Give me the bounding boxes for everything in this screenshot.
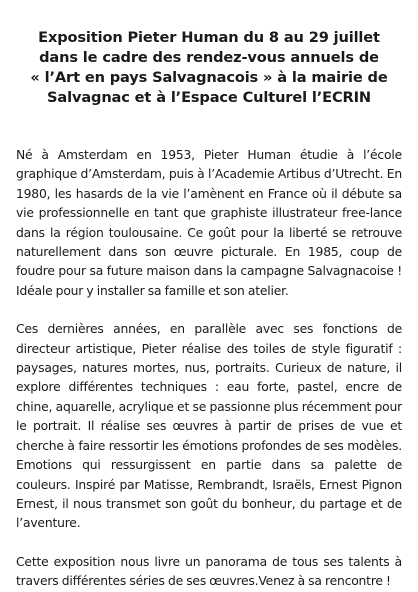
title-line-4: Salvagnac et à l’Espace Culturel l’ECRIN: [47, 89, 371, 106]
paragraph-artistic-work: Ces dernières années, en parallèle avec ses fonctions de directeur artistique, Pieter réalise des toiles de style figuratif : paysages, natures mortes, nus, portraits. Curieux de nature, il explore différentes techniques : eau forte, pastel, encre de chine, aquarelle, acrylique et se passionne plus récemment pour le portrait. Il réalise ses œuvres à partir de prises de vue et cherche à faire ressortir les émotions profondes de ses modèles. Emotions qui ressurgissent en partie dans sa palette de couleurs. Inspiré par Matisse, Rembrandt, Israëls, Ernest Pignon Ernest, il nous transmet son goût du bonheur, du partage et de l’aventure.: [16, 322, 402, 531]
paragraph-biography: Né à Amsterdam en 1953, Pieter Human étudie à l’école graphique d’Amsterdam, puis à l’Academie Artibus d’Utrecht. En 1980, les hasards de la vie l’amènent en France où il débute sa vie professionnelle en tant que graphiste illustrateur free-lance dans la région toulousaine. Ce goût pour la liberté se retrouve naturellement dans son œuvre picturale. En 1985, coup de foudre pour sa future maison dans la campagne Salvagnacoise ! Idéale pour y installer sa famille et son atelier.: [16, 148, 402, 298]
article-title: [16, 0, 402, 108]
title-line-2: dans le cadre des rendez-vous annuels de: [39, 49, 379, 66]
title-line-1: Exposition Pieter Human du 8 au 29 juillet: [38, 29, 380, 46]
title-line-3: « l’Art en pays Salvagnacois » à la mairie de: [30, 69, 388, 86]
paragraph-invitation: Cette exposition nous livre un panorama de tous ses talents à travers différentes séries de ses œuvres.Venez à sa rencontre !: [16, 554, 402, 589]
